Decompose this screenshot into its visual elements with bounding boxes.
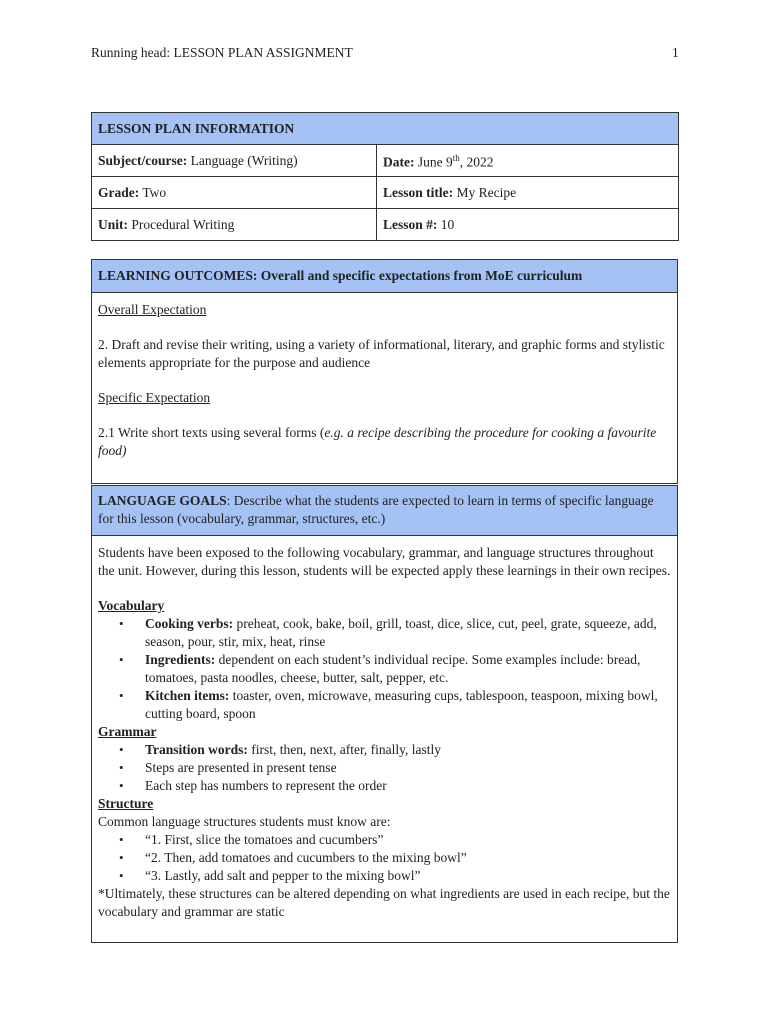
lesson-number-cell [377,209,679,241]
specific-expectation-heading: Specific Expectation [98,390,211,405]
lesson-title-cell [377,177,679,209]
subject-value: Language (Writing) [187,152,298,168]
item-label: Cooking verbs: [145,616,234,631]
lesson-title-label: Lesson title: [383,184,454,200]
date-label: Date: [383,154,415,170]
item-text: Each step has numbers to represent the order [145,778,387,793]
lesson-title-value: My Recipe [453,184,517,200]
list-item: • “1. First, slice the tomatoes and cucumbers” [145,831,671,849]
list-item [145,651,671,687]
vocabulary-list [98,615,671,723]
language-goals-table [91,485,678,943]
item-text: preheat, cook, bake, boil, grill, toast, dice, slice, cut, peel, grate, squeeze, add, season, pour, stir, mix, heat, rinse [145,616,657,649]
language-goals-description: : Describe what the students are expected to learn in terms of specific language for this lesson (vocabulary, grammar, structures, etc.) [98,493,654,526]
grade-value: Two [139,184,167,200]
subject-cell [92,145,377,177]
item-text: toaster, oven, microwave, measuring cups, tablespoon, teaspoon, mixing bowl, cutting board, spoon [145,688,658,721]
learning-outcomes-title: LEARNING OUTCOMES: Overall and specific expectations from MoE curriculum [92,260,678,293]
grammar-heading: Grammar [98,724,157,739]
structure-list [98,831,671,885]
lesson-info-title: LESSON PLAN INFORMATION [92,113,679,145]
language-goals-body [92,536,678,943]
structure-intro: Common language structures students must know are: [98,814,391,829]
item-label: Ingredients: [145,652,216,667]
list-item [145,759,671,777]
unit-cell [92,209,377,241]
structure-heading: Structure [98,796,154,811]
language-goals-intro: Students have been exposed to the following vocabulary, grammar, and language structures throughout the unit. However, during this lesson, students will be expected apply these learnings in their own recipes. [98,545,671,578]
structure-closing-note: *Ultimately, these structures can be altered depending on what ingredients are used in each recipe, but the vocabulary and grammar are static [98,886,670,919]
page-number: 1 [672,45,679,60]
list-item [145,777,671,795]
unit-label: Unit: [98,216,128,232]
date-value: June 9 [414,154,453,170]
running-head: Running head: LESSON PLAN ASSIGNMENT [91,45,353,60]
language-goals-label: LANGUAGE GOALS [98,493,227,508]
specific-expectation-lead: 2.1 Write short texts using several forms ( [98,425,325,440]
item-text: dependent on each student’s individual recipe. Some examples include: bread, tomatoes, pasta noodles, cheese, butter, salt, pepper, etc. [145,652,641,685]
overall-expectation-heading: Overall Expectation [98,302,207,317]
item-text: first, then, next, after, finally, lastly [247,742,442,757]
list-item [145,741,671,759]
list-item: • “3. Lastly, add salt and pepper to the mixing bowl” [145,867,671,885]
grade-label: Grade: [98,184,140,200]
list-item: • “2. Then, add tomatoes and cucumbers to the mixing bowl” [145,849,671,867]
date-year: , 2022 [459,154,494,170]
grammar-list [98,741,671,795]
lesson-number-value: 10 [437,216,455,232]
unit-value: Procedural Writing [128,216,235,232]
grade-cell [92,177,377,209]
specific-expectation-example: e.g. a recipe describing the procedure for cooking a favourite food) [98,425,657,458]
list-item [145,615,671,651]
lesson-info-table [91,112,679,241]
date-suffix: th [452,153,460,164]
learning-outcomes-body [92,293,678,484]
item-text: Steps are presented in present tense [145,760,337,775]
item-label: Kitchen items: [145,688,230,703]
language-goals-title [92,486,678,536]
item-label: Transition words: [145,742,248,757]
vocabulary-heading: Vocabulary [98,598,165,613]
learning-outcomes-table [91,259,678,484]
subject-label: Subject/course: [98,152,188,168]
date-cell [377,145,679,177]
list-item [145,687,671,723]
specific-expectation-text [98,424,671,460]
overall-expectation-text: 2. Draft and revise their writing, using a variety of informational, literary, and graphic forms and stylistic elements appropriate for the purpose and audience [98,337,665,370]
lesson-number-label: Lesson #: [383,216,438,232]
